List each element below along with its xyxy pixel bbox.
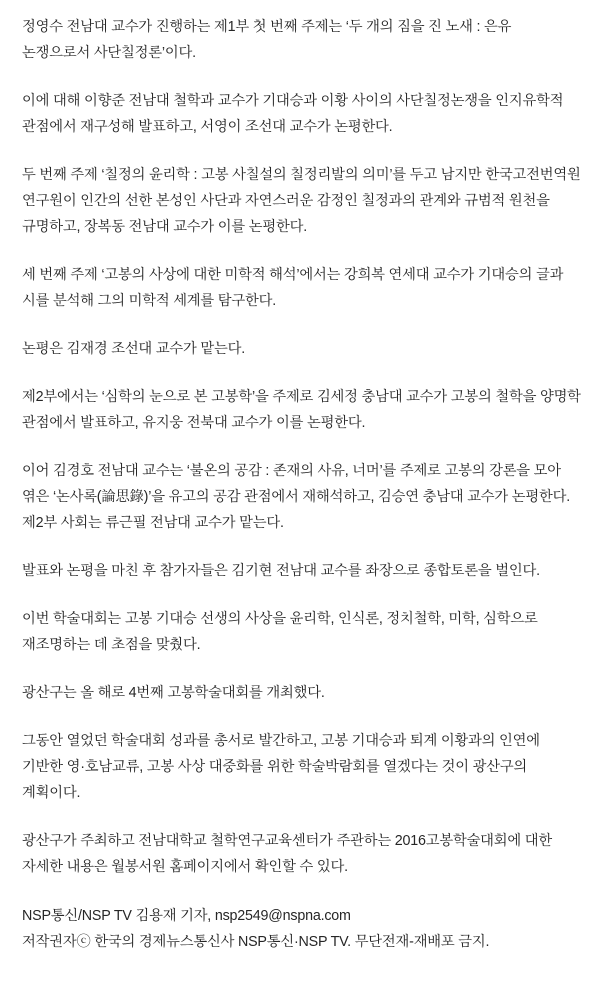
paragraph: 이에 대해 이향준 전남대 철학과 교수가 기대승과 이황 사이의 사단칠정논쟁을 인지유학적 관점에서 재구성해 발표하고, 서영이 조선대 교수가 논평한다.	[22, 93, 564, 135]
paragraph: 제2부에서는 ‘심학의 눈으로 본 고봉학’을 주제로 김세정 충남대 교수가 고봉의 철학을 양명학 관점에서 발표하고, 유지웅 전북대 교수가 이를 논평한다.	[22, 389, 581, 431]
paragraph: 광산구는 올 해로 4번째 고봉학술대회를 개최했다.	[22, 685, 325, 701]
paragraph: 발표와 논평을 마친 후 참가자들은 김기현 전남대 교수를 좌장으로 종합토론을 벌인다.	[22, 563, 540, 579]
byline: NSP통신/NSP TV 김용재 기자, nsp2549@nspna.com	[22, 908, 351, 924]
paragraph: 광산구가 주최하고 전남대학교 철학연구교육센터가 주관하는 2016고봉학술대회에 대한 자세한 내용은 월봉서원 홈페이지에서 확인할 수 있다.	[22, 833, 553, 875]
paragraph: 세 번째 주제 ‘고봉의 사상에 대한 미학적 해석’에서는 강희복 연세대 교수가 기대승의 글과 시를 분석해 그의 미학적 세계를 탐구한다.	[22, 267, 564, 309]
article-footer	[22, 904, 583, 954]
paragraph: 논평은 김재경 조선대 교수가 맡는다.	[22, 341, 246, 357]
paragraph: 두 번째 주제 ‘칠정의 윤리학 : 고봉 사칠설의 칠정리발의 의미’를 두고 남지만 한국고전번역원 연구원이 인간의 선한 본성인 사단과 자연스러운 감정인 칠정과의 관계와 규범적 원천을 규명하고, 장복동 전남대 교수가 이를 논평한다.	[22, 167, 581, 235]
paragraph: 그동안 열었던 학술대회 성과를 총서로 발간하고, 고봉 기대승과 퇴계 이황과의 인연에 기반한 영·호남교류, 고봉 사상 대중화를 위한 학술박람회를 열겠다는 것이 광산구의 계획이다.	[22, 733, 540, 801]
copyright-notice: 저작권자ⓒ 한국의 경제뉴스통신사 NSP통신·NSP TV. 무단전재-재배포 금지.	[22, 934, 490, 950]
paragraph: 이번 학술대회는 고봉 기대승 선생의 사상을 윤리학, 인식론, 정치철학, 미학, 심학으로 재조명하는 데 초점을 맞췄다.	[22, 611, 538, 653]
paragraph: 정영수 전남대 교수가 진행하는 제1부 첫 번째 주제는 ‘두 개의 짐을 진 노새 : 은유 논쟁으로서 사단칠정론’이다.	[22, 19, 512, 61]
paragraph: 이어 김경호 전남대 교수는 ‘불온의 공감 : 존재의 사유, 너머’를 주제로 고봉의 강론을 모아 엮은 ‘논사록(論思錄)’을 유고의 공감 관점에서 재해석하고, 김승연 충남대 교수가 논평한다. 제2부 사회는 류근필 전남대 교수가 맡는다.	[22, 463, 571, 531]
